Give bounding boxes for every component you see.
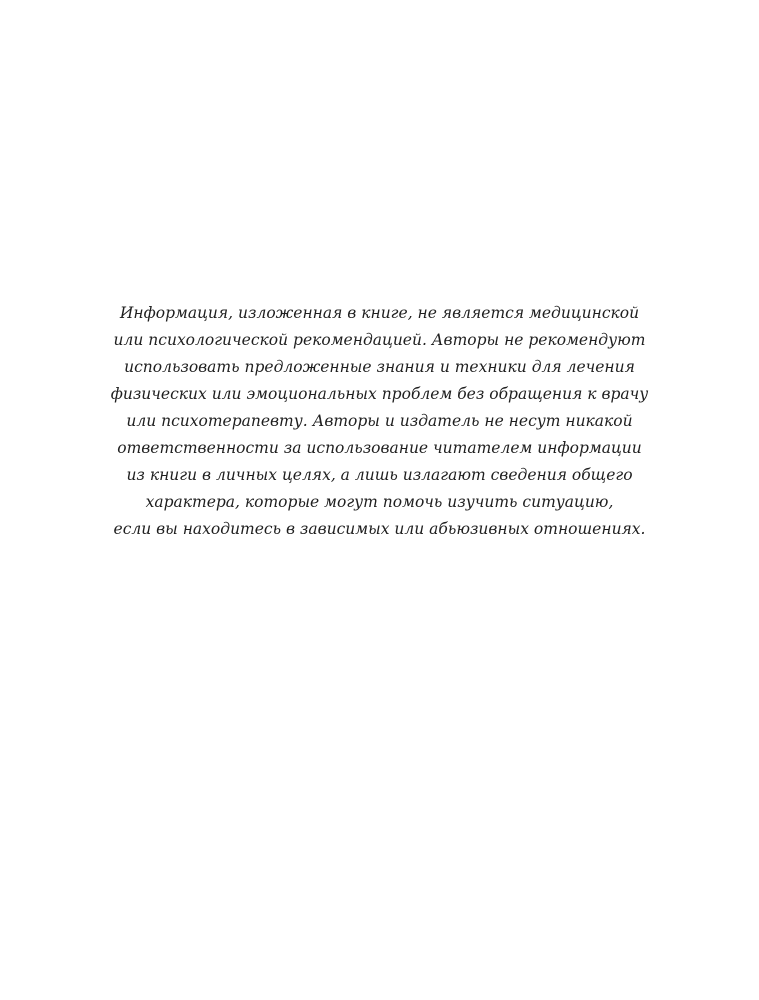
disclaimer-line: характера, которые могут помочь изучить ситуацию,: [145, 493, 614, 511]
disclaimer-line: если вы находитесь в зависимых или абьюзивных отношениях.: [113, 520, 646, 538]
disclaimer-line: физических или эмоциональных проблем без обращения к врачу: [110, 385, 649, 403]
disclaimer-text: [60, 300, 699, 543]
disclaimer-line: Информация, изложенная в книге, не является медицинской: [119, 304, 640, 322]
disclaimer-line: или психологической рекомендацией. Авторы не рекомендуют: [113, 331, 646, 349]
disclaimer-line: из книги в личных целях, а лишь излагают сведения общего: [126, 466, 633, 484]
disclaimer-line: ответственности за использование читателем информации: [117, 439, 642, 457]
disclaimer-line: использовать предложенные знания и техники для лечения: [124, 358, 635, 376]
disclaimer-line: или психотерапевту. Авторы и издатель не несут никакой: [126, 412, 633, 430]
